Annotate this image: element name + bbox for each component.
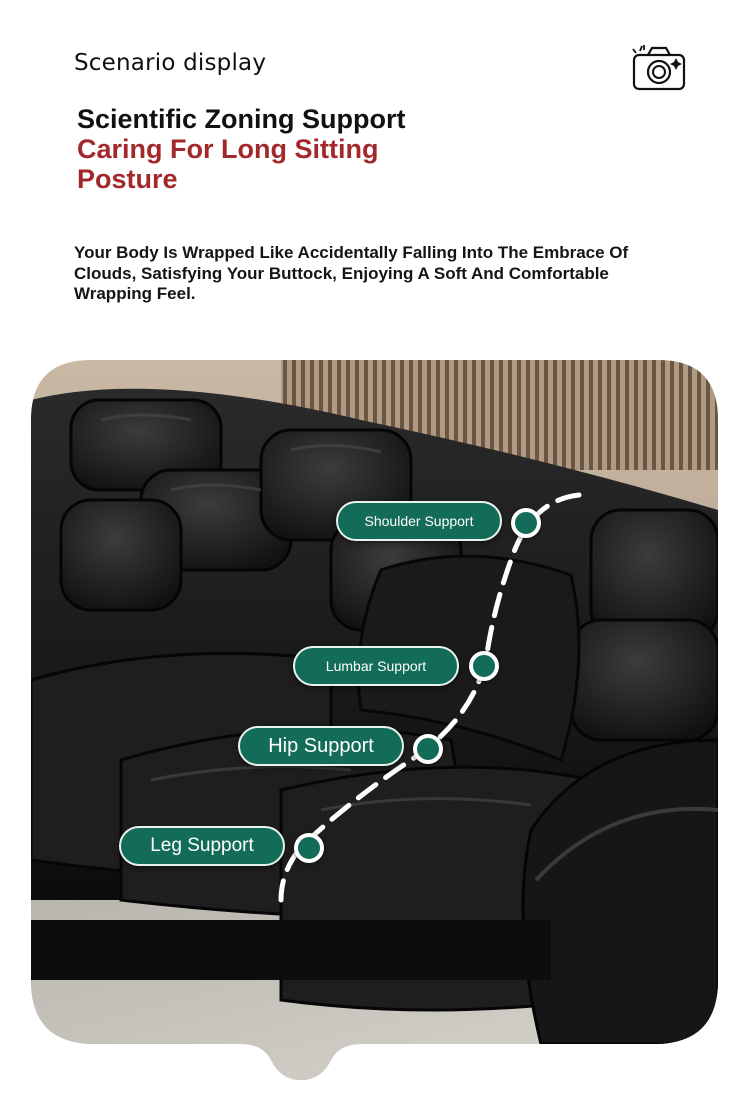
- hip-support-label: Hip Support: [238, 726, 404, 766]
- section-title: Scenario display: [74, 50, 267, 76]
- hip-support-marker: [413, 734, 443, 764]
- headline: [77, 104, 417, 194]
- leg-support-label: Leg Support: [119, 826, 285, 866]
- description-text: Your Body Is Wrapped Like Accidentally Falling Into The Embrace Of Clouds, Satisfying Your Buttock, Enjoying A Soft And Comfortable Wrapping Feel.: [74, 243, 629, 303]
- camera-icon: [630, 42, 688, 94]
- lumbar-support-marker: [469, 651, 499, 681]
- sofa-scene-image: [31, 360, 718, 1080]
- leg-support-marker: [294, 833, 324, 863]
- headline-primary: Scientific Zoning Support: [77, 104, 406, 134]
- shoulder-support-marker: [511, 508, 541, 538]
- shoulder-support-label: Shoulder Support: [336, 501, 502, 541]
- sofa-illustration: [31, 360, 718, 1080]
- headline-accent: Caring For Long Sitting Posture: [77, 134, 379, 194]
- lumbar-support-label: Lumbar Support: [293, 646, 459, 686]
